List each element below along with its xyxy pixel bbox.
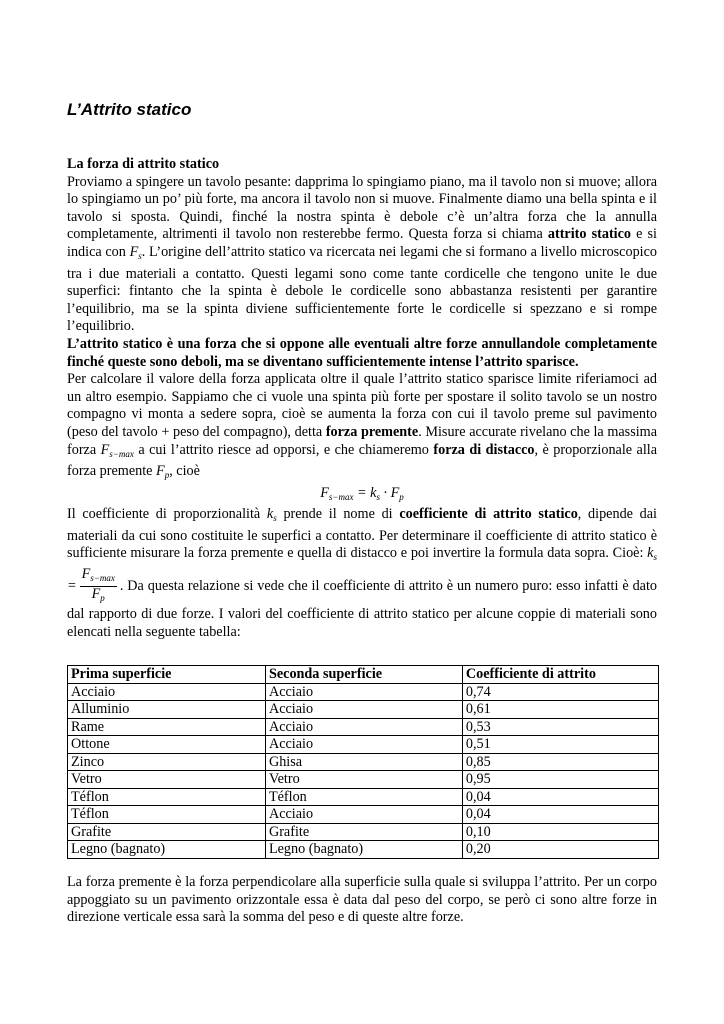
table-row <box>68 823 659 841</box>
table-cell: Téflon <box>68 788 266 806</box>
table-cell: 0,53 <box>462 718 658 736</box>
symbol-fp: $F_p$ <box>156 463 170 481</box>
equation-ks-fraction: $k_s$ = $\frac{F_{s-max}}{F_p}$ <box>67 545 657 604</box>
equation-fsmax: $F_{s-max} = k_s \cdot F_p$ <box>320 484 404 502</box>
table-cell: Ottone <box>68 736 266 754</box>
table-cell: 0,51 <box>462 736 658 754</box>
table-cell: Acciaio <box>265 701 462 719</box>
table-cell: Acciaio <box>265 718 462 736</box>
column-header: Seconda superficie <box>265 666 462 684</box>
table-cell: 0,74 <box>462 683 658 701</box>
table-cell: 0,04 <box>462 806 658 824</box>
table-cell: Grafite <box>265 823 462 841</box>
page-title: L’Attrito statico <box>67 100 192 119</box>
table-row <box>68 753 659 771</box>
table-cell: 0,10 <box>462 823 658 841</box>
table-cell: Zinco <box>68 753 266 771</box>
table-row <box>68 683 659 701</box>
symbol-fs: $F_s$ <box>129 243 142 261</box>
table-row <box>68 841 659 859</box>
table-cell: Alluminio <box>68 701 266 719</box>
table-cell: Téflon <box>265 788 462 806</box>
table-cell: 0,20 <box>462 841 658 859</box>
table-cell: Acciaio <box>265 736 462 754</box>
table-cell: 0,95 <box>462 771 658 789</box>
paragraph-intro: Proviamo a spingere un tavolo pesante: dapprima lo spingiamo piano, ma il tavolo non si muove; allora lo spingiamo un po’ più forte, ma ancora il tavolo non si muove. Finalmente diamo una bella spinta e il tavolo si sposta. Quindi, finché la nostra spinta è debole c’è un’altra forza che la annulla completamente, altrimenti il tavolo non resterebbe fermo. Questa forza si chiama attrito statico e si indica con $F_s$. L’origine dell’attrito statico va ricercata nei legami che si formano a livello microscopico tra i due materiali a contatto. Questi legami sono come tante cordicelle che tengono unite le due superfici: fintanto che la spinta è debole le cordicelle sono abbastanza resistenti per garantire l’equilibrio, ma se la spinta diviene sufficientemente forte le cordicelle si spezzano e si rompe l’equilibrio. <box>67 173 657 335</box>
table-cell: 0,04 <box>462 788 658 806</box>
table-cell: Vetro <box>68 771 266 789</box>
body-text <box>67 156 657 641</box>
table-body <box>68 683 659 858</box>
table-cell: Acciaio <box>265 683 462 701</box>
friction-coefficients-table <box>67 665 659 859</box>
table-row <box>68 771 659 789</box>
symbol-fsmax: $F_{s-max}$ <box>100 441 134 459</box>
table-header-row <box>68 666 659 684</box>
closing-paragraph: La forza premente è la forza perpendicolare alla superficie sulla quale si sviluppa l’attrito. Per un corpo appoggiato su un pavimento orizzontale essa è data dal peso del corpo, se però ci sono altre forze in direzione verticale essa sarà la somma del peso e di queste altre forze. <box>67 874 657 926</box>
table-cell: Grafite <box>68 823 266 841</box>
table-cell: Rame <box>68 718 266 736</box>
symbol-ks: $k_s$ <box>266 506 277 524</box>
definition-bold: L’attrito statico è una forza che si oppone alle eventuali altre forze annullandole completamente finché queste sono deboli, ma se diventano sufficientemente intense l’attrito sparisce. <box>67 335 657 370</box>
table-row <box>68 701 659 719</box>
paragraph-forza-premente: Per calcolare il valore della forza applicata oltre il quale l’attrito statico sparisce limite riferiamoci ad un altro esempio. Sappiamo che ci vuole una spinta più forte per spostare il solito tavolo se un nostro compagno vi monta a sedere sopra, cioè se aumenta la forza con cui il tavolo preme sul pavimento (peso del tavolo + peso del compagno), detta forza premente. Misure accurate rivelano che la massima forza $F_{s-max}$ a cui l’attrito riesce ad opporsi, e che chiameremo forza di distacco, è proporzionale alla forza premente $F_p$, cioè <box>67 371 658 481</box>
column-header: Coefficiente di attrito <box>462 666 658 684</box>
section-heading: La forza di attrito statico <box>67 156 220 172</box>
paragraph-coefficiente: Il coefficiente di proporzionalità $k_s$ prende il nome di coefficiente di attrito statico, dipende dai materiali da cui sono costituite le superfici a contatto. Per determinare il coefficiente di attrito statico è sufficiente misurare la forza premente e quella di distacco e poi invertire la formula data sopra. Cioè: $k_s$ = $\frac{F_{s-max}}{F_p}$ . Da questa relazione si vede che il coefficiente di attrito è un numero puro: esso infatti è dato dal rapporto di due forze. I valori del coefficiente di attrito statico per alcune coppie di materiali sono elencati nella seguente tabella: <box>67 506 658 640</box>
table-row <box>68 788 659 806</box>
column-header: Prima superficie <box>68 666 266 684</box>
table-row <box>68 718 659 736</box>
table-cell: 0,85 <box>462 753 658 771</box>
table-cell: Legno (bagnato) <box>265 841 462 859</box>
table-row <box>68 736 659 754</box>
table-row <box>68 806 659 824</box>
table-cell: Acciaio <box>265 806 462 824</box>
table-cell: Vetro <box>265 771 462 789</box>
table-cell: Legno (bagnato) <box>68 841 266 859</box>
table-cell: 0,61 <box>462 701 658 719</box>
table-cell: Téflon <box>68 806 266 824</box>
table-cell: Acciaio <box>68 683 266 701</box>
table-cell: Ghisa <box>265 753 462 771</box>
